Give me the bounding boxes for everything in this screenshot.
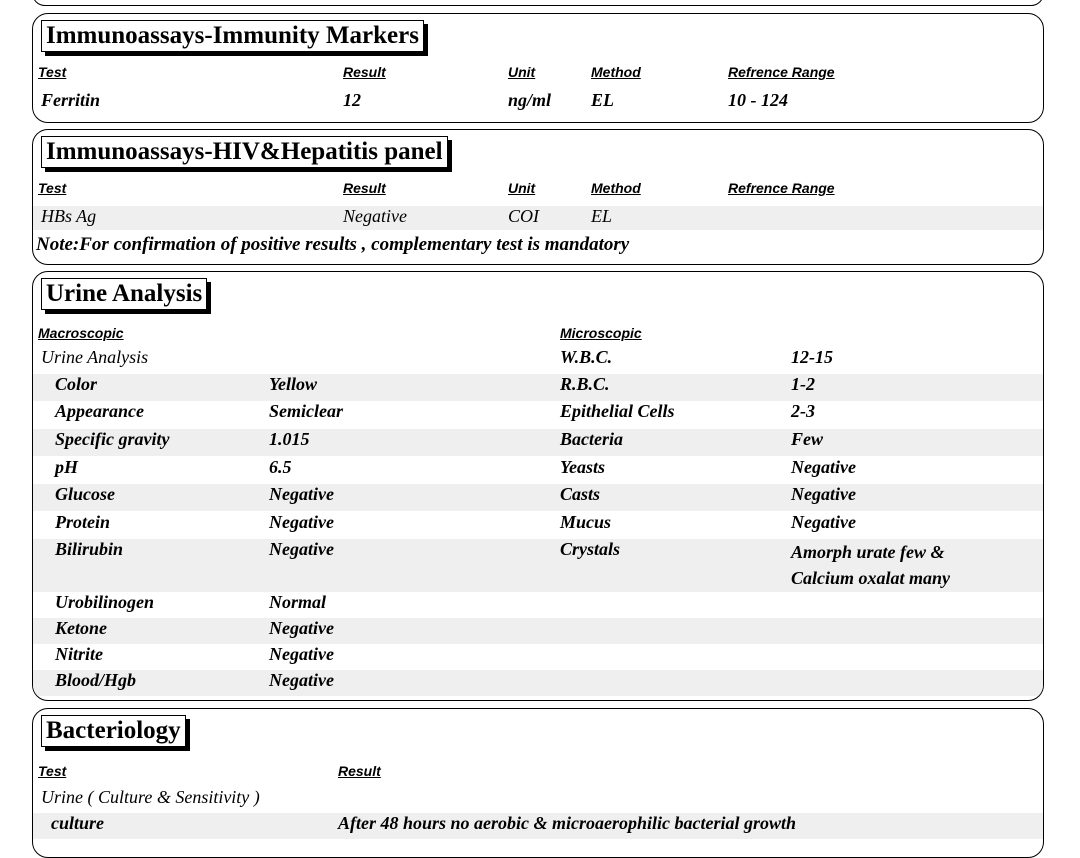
micro-value: Amorph urate few & Calcium oxalat many xyxy=(791,542,951,588)
macro-value: Negative xyxy=(269,539,334,559)
macro-name: Specific gravity xyxy=(55,429,170,449)
header-range: Refrence Range xyxy=(728,64,835,80)
header-result: Result xyxy=(343,64,386,80)
hiv-hepatitis-panel xyxy=(32,129,1044,265)
macro-name: Bilirubin xyxy=(55,539,124,559)
macro-value: 1.015 xyxy=(269,429,310,449)
macro-value: Negative xyxy=(269,670,334,690)
macro-value: Negative xyxy=(269,618,334,638)
test-method: EL xyxy=(591,206,613,226)
macro-name: Nitrite xyxy=(55,644,103,664)
table-row xyxy=(33,592,1043,618)
table-row xyxy=(33,429,1043,456)
micro-value: Few xyxy=(791,429,824,449)
group-label: Urine Analysis xyxy=(41,347,149,367)
table-row xyxy=(33,512,1043,539)
table-row xyxy=(33,813,1043,839)
table-row xyxy=(33,401,1043,429)
confirmation-note: Note:For confirmation of positive results , complementary test is mandatory xyxy=(36,234,630,255)
test-unit: ng/ml xyxy=(508,90,552,110)
micro-value: Negative xyxy=(791,484,856,504)
test-result: 12 xyxy=(343,90,361,110)
micro-value: Negative xyxy=(791,457,856,477)
macro-name: Appearance xyxy=(55,401,144,421)
table-row xyxy=(33,787,1043,813)
macro-name: Protein xyxy=(55,512,111,532)
panel-title: Bacteriology xyxy=(41,715,186,747)
header-test: Test xyxy=(38,180,67,196)
micro-name: Casts xyxy=(560,484,601,504)
micro-name: Crystals xyxy=(560,539,621,559)
table-row xyxy=(33,347,1043,374)
group-label: Urine ( Culture & Sensitivity ) xyxy=(41,787,260,807)
table-row xyxy=(33,539,1043,592)
immunity-markers-panel xyxy=(32,13,1044,123)
macro-name: Urobilinogen xyxy=(55,592,155,612)
header-range: Refrence Range xyxy=(728,180,835,196)
micro-value: 2-3 xyxy=(791,401,815,421)
test-result: After 48 hours no aerobic & microaerophilic bacterial growth xyxy=(338,813,797,833)
micro-name: R.B.C. xyxy=(560,374,610,394)
test-range: 10 - 124 xyxy=(728,90,788,110)
header-test: Test xyxy=(38,64,67,80)
test-method: EL xyxy=(591,90,615,110)
micro-name: Mucus xyxy=(560,512,612,532)
macro-name: pH xyxy=(55,457,79,477)
header-result: Result xyxy=(343,180,386,196)
table-row xyxy=(33,90,1043,116)
macro-value: Negative xyxy=(269,484,334,504)
test-name: Ferritin xyxy=(41,90,101,110)
table-row xyxy=(33,457,1043,484)
header-method: Method xyxy=(591,64,641,80)
micro-name: Bacteria xyxy=(560,429,623,449)
micro-value: Negative xyxy=(791,512,856,532)
table-row xyxy=(33,618,1043,644)
urine-analysis-panel xyxy=(32,271,1044,701)
test-name: HBs Ag xyxy=(41,206,97,226)
header-unit: Unit xyxy=(508,64,536,80)
macro-value: 6.5 xyxy=(269,457,292,477)
micro-value: 12-15 xyxy=(791,347,833,367)
table-row xyxy=(33,644,1043,670)
header-method: Method xyxy=(591,180,641,196)
test-name: culture xyxy=(51,813,105,833)
macro-value: Yellow xyxy=(269,374,317,394)
header-result: Result xyxy=(338,763,381,779)
table-row xyxy=(33,206,1043,230)
macro-name: Ketone xyxy=(55,618,107,638)
test-unit: COI xyxy=(508,206,539,226)
header-test: Test xyxy=(38,763,67,779)
micro-name: Yeasts xyxy=(560,457,605,477)
panel-title: Immunoassays-Immunity Markers xyxy=(41,20,424,52)
micro-name: W.B.C. xyxy=(560,347,613,367)
macro-value: Negative xyxy=(269,644,334,664)
header-unit: Unit xyxy=(508,180,536,196)
macro-name: Color xyxy=(55,374,98,394)
macro-name: Glucose xyxy=(55,484,115,504)
previous-panel-edge xyxy=(32,0,1044,6)
macro-value: Normal xyxy=(269,592,327,612)
bacteriology-panel xyxy=(32,708,1044,858)
macro-value: Semiclear xyxy=(269,401,343,421)
table-row xyxy=(33,670,1043,696)
macro-name: Blood/Hgb xyxy=(55,670,137,690)
microscopic-header: Microscopic xyxy=(560,325,642,341)
test-result: Negative xyxy=(343,206,407,226)
panel-title: Immunoassays-HIV&Hepatitis panel xyxy=(41,136,448,168)
table-row xyxy=(33,374,1043,401)
macro-value: Negative xyxy=(269,512,334,532)
micro-value: 1-2 xyxy=(791,374,815,394)
macroscopic-header: Macroscopic xyxy=(38,325,124,341)
table-row xyxy=(33,484,1043,511)
micro-name: Epithelial Cells xyxy=(560,401,675,421)
panel-title: Urine Analysis xyxy=(41,278,207,310)
